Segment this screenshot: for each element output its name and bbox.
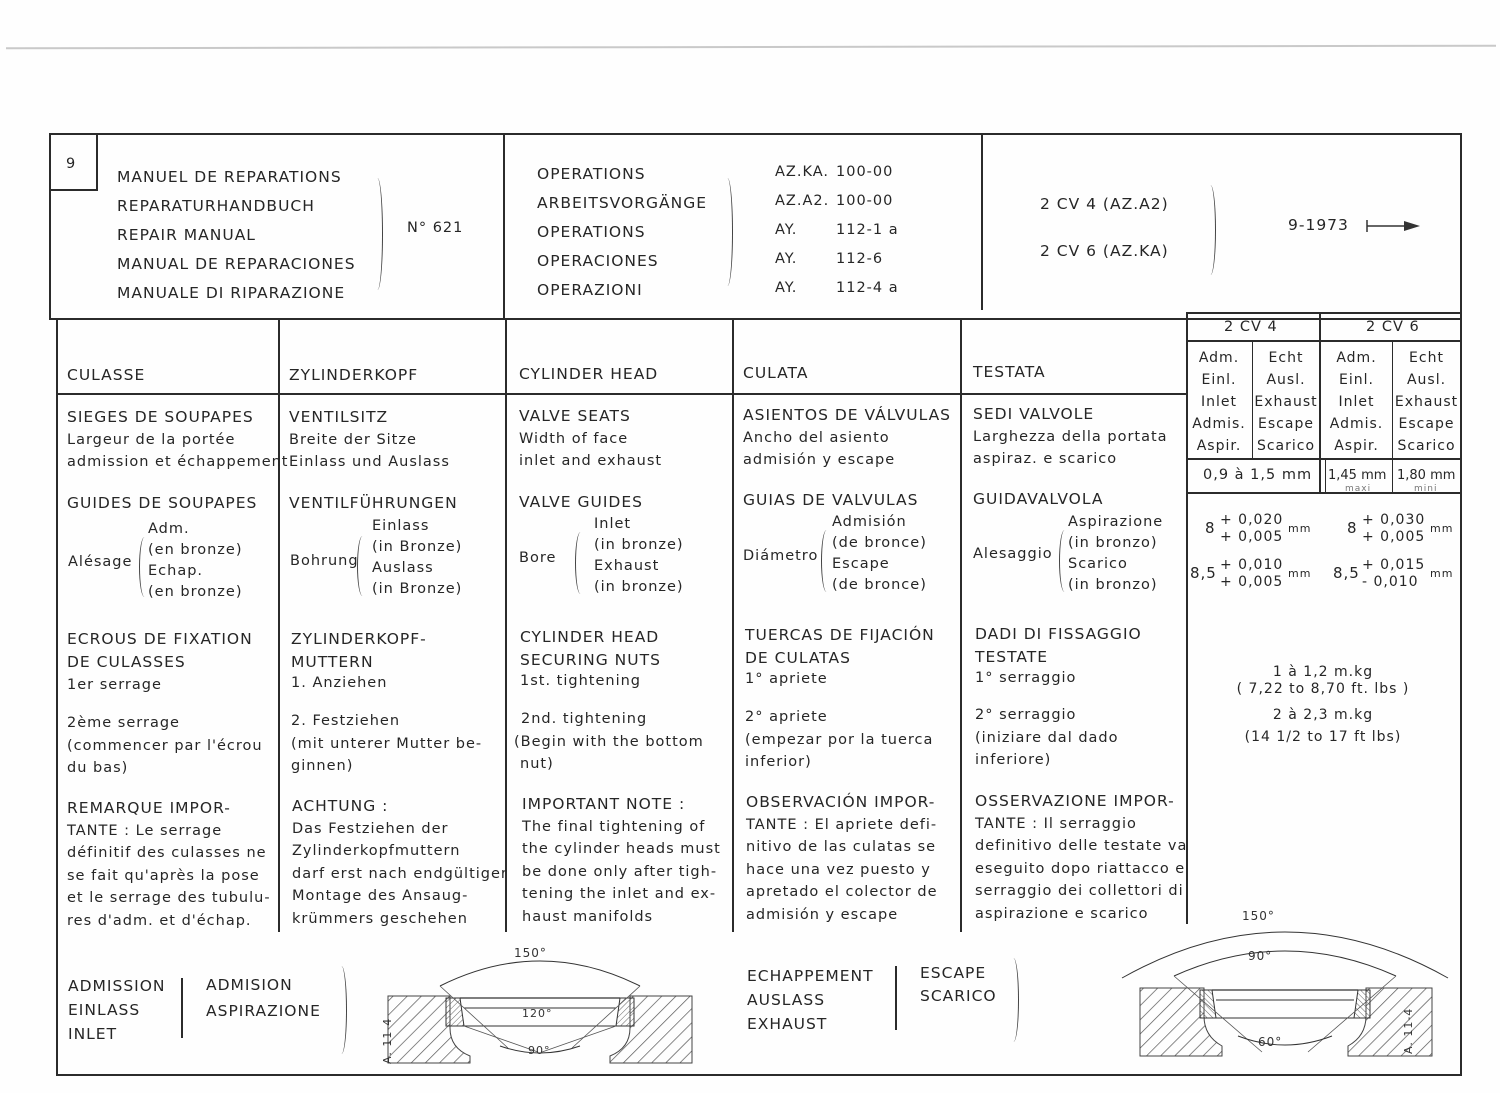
guides-title-fr: GUIDES DE SOUPAPES — [67, 494, 258, 512]
guides-item-en-1: Inlet — [594, 516, 632, 532]
seats-es — [743, 404, 951, 472]
seats-line-fr-2: admission et échappement — [67, 454, 289, 470]
adm-en: Inlet — [1338, 394, 1375, 410]
guide-2cv6-adm-unit: mm — [1430, 522, 1454, 535]
tol-upper: + 0,020 — [1220, 512, 1284, 528]
seats-it — [973, 403, 1168, 471]
guides-label-de: Bohrung — [290, 553, 359, 569]
note-en-5: tening the inlet and ex- — [522, 886, 717, 902]
operation-code-prefixes — [775, 158, 829, 303]
seats-title-it: SEDI VALVOLE — [973, 405, 1095, 423]
exhaust-diagram-ref: A. 11-4 — [1402, 1007, 1415, 1054]
spec-divider-c — [1392, 460, 1393, 492]
nuts-second-it-1: 2° serraggio — [975, 707, 1077, 723]
guides-label-it: Alesaggio — [973, 546, 1053, 562]
inlet-label-divider — [181, 978, 183, 1038]
guides-item-en-2: (in bronze) — [594, 537, 684, 553]
nuts-second-es-2: (empezar por la tuerca — [745, 731, 934, 748]
nuts-title-es-2: DE CULATAS — [745, 648, 851, 667]
inlet-labels-a — [68, 974, 166, 1046]
note-es-5: apretado el colector de — [746, 884, 938, 900]
inlet-label-es: ADMISION — [206, 976, 293, 994]
frame-bottom — [56, 1074, 1462, 1076]
note-it-5: serraggio dei collettori di — [975, 883, 1184, 899]
exhaust-label-divider — [895, 966, 897, 1030]
column-header-fr: CULASSE — [67, 366, 146, 384]
guides-items-it — [1068, 512, 1163, 596]
column-divider-3 — [732, 320, 734, 932]
nuts-spec-second — [1188, 704, 1458, 748]
nuts-title-it — [975, 623, 1142, 668]
guides-item-de-2: (in Bronze) — [372, 539, 463, 555]
page-edge-line — [6, 45, 1496, 50]
nuts-second-en — [514, 708, 704, 776]
note-fr-5: et le serrage des tubulu- — [67, 890, 271, 906]
ech-fr: Echt — [1268, 350, 1304, 366]
inlet-label-de: EINLASS — [68, 1001, 141, 1019]
nuts-second-fr-2: (commencer par l'écrou — [67, 737, 263, 754]
spec-ech-label-2cv4 — [1253, 347, 1319, 457]
column-header-de: ZYLINDERKOPF — [289, 366, 419, 384]
exhaust-label-it: SCARICO — [920, 987, 997, 1005]
exhaust-outer-angle: 150° — [1242, 909, 1275, 923]
note-fr-4: se fait qu'après la pose — [67, 867, 260, 884]
model-brace — [1205, 185, 1216, 275]
nuts-title-fr-1: ECROUS DE FIXATION — [67, 630, 253, 648]
frame-left — [56, 320, 58, 1076]
ech-it: Scarico — [1397, 438, 1456, 454]
column-header-it: TESTATA — [973, 363, 1046, 381]
spec-model-2cv4: 2 CV 4 — [1224, 319, 1278, 335]
guides-item-de-3: Auslass — [372, 560, 434, 576]
op-code-3: 112-1 a — [836, 222, 899, 238]
inlet-bottom-angle: 90° — [528, 1044, 551, 1057]
exhaust-inner-angle: 90° — [1248, 949, 1273, 963]
seats-spec-2cv6-adm: 1,45 mm — [1328, 468, 1387, 483]
seats-line-es-2: admisión y escape — [743, 452, 896, 468]
nuts-second-fr — [67, 712, 263, 780]
note-de-4: darf erst nach endgültiger — [292, 865, 508, 882]
seats-line-fr-1: Largeur de la portée — [67, 431, 236, 448]
inlet-inner-angle: 120° — [522, 1007, 553, 1020]
header-divider-1 — [503, 133, 505, 320]
seats-spec-2cv6-ech-note: mini — [1414, 484, 1438, 494]
inlet-label-en: INLET — [68, 1025, 118, 1043]
seats-line-it-2: aspiraz. e scarico — [973, 451, 1118, 467]
nuts-title-de-1: ZYLINDERKOPF- — [291, 630, 427, 648]
operation-brace — [722, 178, 733, 286]
adm-es: Admis. — [1192, 416, 1246, 432]
seats-en — [519, 405, 662, 473]
note-es-3: nitivo de las culatas se — [746, 839, 937, 855]
nuts-spec-first-1: 1 à 1,2 m.kg — [1272, 664, 1374, 680]
nuts-spec-second-2: (14 1/2 to 17 ft lbs) — [1244, 729, 1402, 745]
nuts-second-en-2: (Begin with the bottom — [514, 733, 704, 750]
guide-2cv4-ech-base: 8,5 — [1190, 564, 1217, 582]
guides-item-fr-4: (en bronze) — [148, 584, 243, 600]
note-fr-1: REMARQUE IMPOR- — [67, 799, 231, 817]
nuts-first-es: 1° apriete — [745, 671, 828, 687]
note-en-6: haust manifolds — [522, 908, 654, 925]
seats-spec-2cv4: 0,9 à 1,5 mm — [1203, 467, 1313, 483]
tol-lower: + 0,005 — [1220, 529, 1284, 545]
nuts-second-it — [975, 704, 1119, 772]
manual-title-fr: MANUEL DE REPARATIONS — [117, 168, 342, 186]
exhaust-labels-b — [920, 962, 997, 1008]
nuts-second-fr-1: 2ème serrage — [67, 715, 180, 731]
column-header-line — [56, 393, 1186, 395]
guides-item-fr-2: (en bronze) — [148, 542, 243, 558]
note-es-6: admisión y escape — [746, 906, 899, 923]
column-header-en: CYLINDER HEAD — [519, 365, 659, 383]
note-fr — [67, 797, 271, 932]
exhaust-label-es: ESCAPE — [920, 964, 987, 982]
inlet-brace — [336, 966, 347, 1054]
model-2cv4: 2 CV 4 (AZ.A2) — [1040, 195, 1169, 213]
ech-de: Ausl. — [1266, 372, 1306, 388]
nuts-second-de — [291, 710, 482, 778]
inlet-label-it: ASPIRAZIONE — [206, 1002, 321, 1020]
note-it-6: aspirazione e scarico — [975, 905, 1149, 922]
spec-ech-label-2cv6 — [1393, 347, 1460, 457]
operation-titles — [537, 160, 707, 305]
tol-upper: + 0,030 — [1362, 512, 1426, 528]
guides-brace-en — [575, 532, 586, 594]
op-prefix-1: AZ.KA. — [775, 164, 829, 180]
note-de-5: Montage des Ansaug- — [292, 888, 469, 904]
tol-upper: + 0,015 — [1362, 557, 1426, 573]
spec-header-bottom-line — [1186, 458, 1462, 460]
guides-item-it-1: Aspirazione — [1068, 514, 1164, 530]
ech-en: Exhaust — [1394, 394, 1459, 410]
guides-item-es-2: (de bronce) — [832, 535, 927, 551]
page-number: 9 — [66, 156, 77, 172]
note-es-4: hace una vez puesto y — [746, 861, 931, 878]
guide-2cv6-adm-base: 8 — [1347, 519, 1358, 537]
nuts-second-fr-3: du bas) — [67, 760, 129, 776]
note-en-4: be done only after tigh- — [522, 863, 718, 880]
adm-en: Inlet — [1201, 394, 1237, 410]
note-fr-6: res d'adm. et d'échap. — [67, 912, 252, 929]
nuts-title-es-1: TUERCAS DE FIJACIÓN — [745, 626, 935, 644]
spec-adm-label-2cv6 — [1321, 347, 1392, 457]
ech-de: Ausl. — [1406, 372, 1447, 388]
nuts-second-de-1: 2. Festziehen — [291, 713, 401, 729]
seats-spec-2cv6-ech: 1,80 mm — [1397, 468, 1456, 483]
seats-title-fr: SIEGES DE SOUPAPES — [67, 408, 254, 426]
manual-title-es: MANUAL DE REPARACIONES — [117, 255, 356, 273]
nuts-spec-first-2: ( 7,22 to 8,70 ft. lbs ) — [1236, 681, 1410, 697]
nuts-title-en — [520, 626, 661, 671]
seats-line-es-1: Ancho del asiento — [743, 429, 890, 446]
nuts-second-es-1: 2° apriete — [745, 709, 828, 725]
note-fr-3: définitif des culasses ne — [67, 845, 267, 861]
guides-item-fr-3: Echap. — [148, 563, 204, 579]
exhaust-bottom-angle: 60° — [1258, 1035, 1283, 1049]
guides-item-de-4: (in Bronze) — [372, 581, 463, 597]
spec-top-line — [1186, 312, 1462, 314]
column-divider-4 — [960, 320, 962, 932]
note-en-2: The final tightening of — [522, 818, 706, 835]
adm-de: Einl. — [1339, 372, 1374, 388]
nuts-title-de-2: MUTTERN — [291, 652, 374, 671]
adm-it: Aspir. — [1196, 438, 1242, 454]
seats-title-en: VALVE SEATS — [519, 407, 631, 425]
guide-2cv4-adm-tol — [1220, 512, 1283, 546]
seats-line-it-1: Larghezza della portata — [973, 428, 1168, 445]
nuts-spec-second-1: 2 à 2,3 m.kg — [1272, 707, 1374, 723]
operation-title-de: ARBEITSVORGÄNGE — [537, 194, 707, 212]
ech-it: Scarico — [1256, 438, 1316, 454]
note-it-4: eseguito dopo riattacco e — [975, 860, 1186, 877]
guides-label-es: Diámetro — [743, 548, 819, 564]
nuts-title-de — [291, 628, 427, 673]
note-en-3: the cylinder heads must — [522, 841, 721, 857]
note-es-2: TANTE : El apriete defi- — [746, 816, 938, 833]
guides-label-fr: Alésage — [68, 554, 133, 570]
adm-es: Admis. — [1329, 416, 1384, 432]
guide-2cv6-ech-base: 8,5 — [1333, 564, 1360, 582]
column-header-es: CULATA — [743, 364, 809, 382]
adm-fr: Adm. — [1198, 350, 1240, 366]
seats-line-en-2: inlet and exhaust — [519, 453, 663, 469]
nuts-second-de-3: ginnen) — [291, 758, 354, 774]
note-de-1: ACHTUNG : — [292, 797, 389, 815]
op-code-5: 112-4 a — [836, 280, 899, 296]
note-es — [746, 791, 938, 926]
manual-title-it: MANUALE DI RIPARAZIONE — [117, 284, 346, 302]
adm-fr: Adm. — [1336, 350, 1377, 366]
manual-title-de: REPARATURHANDBUCH — [117, 197, 315, 215]
header-divider-2 — [981, 133, 983, 310]
op-prefix-2: AZ.A2. — [775, 193, 830, 209]
guides-item-es-3: Escape — [832, 556, 890, 572]
nuts-second-it-2: (iniziare dal dado — [975, 729, 1119, 746]
nuts-second-en-1: 2nd. tightening — [521, 711, 648, 727]
guides-items-en — [594, 514, 684, 598]
op-code-2: 100-00 — [836, 193, 894, 209]
guides-item-it-4: (in bronzo) — [1068, 577, 1158, 593]
guides-brace-de — [357, 536, 368, 596]
nuts-title-es — [745, 624, 935, 669]
manual-brace — [372, 178, 383, 290]
guides-items-fr — [148, 519, 242, 603]
nuts-second-es-3: inferior) — [745, 754, 812, 770]
tol-upper: + 0,010 — [1220, 557, 1284, 573]
guide-2cv6-adm-tol — [1362, 512, 1425, 546]
guides-item-en-3: Exhaust — [594, 558, 660, 574]
guides-label-en: Bore — [519, 550, 557, 566]
manual-number: N° 621 — [407, 220, 464, 236]
nuts-first-it: 1° serraggio — [975, 670, 1077, 686]
seats-title-de: VENTILSITZ — [289, 408, 389, 426]
guides-items-de — [372, 516, 462, 600]
ech-es: Escape — [1398, 416, 1455, 432]
operation-title-fr: OPERATIONS — [537, 165, 646, 183]
seats-title-es: ASIENTOS DE VÁLVULAS — [743, 406, 952, 424]
model-2cv6: 2 CV 6 (AZ.KA) — [1040, 242, 1169, 260]
nuts-title-it-1: DADI DI FISSAGGIO — [975, 625, 1142, 643]
tol-lower: + 0,005 — [1220, 574, 1284, 590]
guides-items-es — [832, 512, 927, 596]
tol-lower: + 0,005 — [1362, 529, 1426, 545]
frame-top — [49, 133, 1462, 135]
exhaust-brace — [1008, 958, 1019, 1042]
nuts-title-en-2: SECURING NUTS — [520, 650, 661, 669]
operation-codes — [836, 158, 899, 303]
op-prefix-5: AY. — [775, 280, 798, 296]
guide-2cv4-adm-unit: mm — [1288, 522, 1312, 535]
arrow-right-icon — [1366, 218, 1422, 234]
spec-model-2cv6: 2 CV 6 — [1366, 319, 1420, 335]
seats-fr — [67, 406, 289, 474]
guides-item-es-1: Admisión — [832, 514, 907, 530]
inlet-diagram-ref: A. 11-4 — [381, 1017, 394, 1064]
tol-lower: - 0,010 — [1362, 574, 1419, 590]
nuts-first-de: 1. Anziehen — [291, 675, 388, 691]
nuts-title-it-2: TESTATE — [975, 647, 1049, 666]
note-it-3: definitivo delle testate va — [975, 838, 1188, 854]
guides-brace-es — [821, 530, 832, 592]
nuts-spec-first — [1188, 664, 1458, 698]
seats-de — [289, 406, 450, 474]
spec-model-line — [1186, 340, 1462, 342]
note-de-2: Das Festziehen der — [292, 820, 449, 837]
guides-item-it-3: Scarico — [1068, 556, 1128, 572]
nuts-first-en: 1st. tightening — [520, 673, 642, 689]
exhaust-seat-diagram — [1112, 906, 1460, 1066]
exhaust-label-en: EXHAUST — [747, 1015, 828, 1033]
note-de-3: Zylinderkopfmuttern — [292, 843, 461, 859]
guide-2cv4-ech-unit: mm — [1288, 567, 1312, 580]
nuts-title-en-1: CYLINDER HEAD — [520, 628, 660, 646]
note-it-2: TANTE : Il serraggio — [975, 815, 1137, 832]
spec-adm-label-2cv4 — [1186, 347, 1252, 457]
manual-title-en: REPAIR MANUAL — [117, 226, 256, 244]
nuts-second-it-3: inferiore) — [975, 752, 1052, 768]
note-it-1: OSSERVAZIONE IMPOR- — [975, 792, 1175, 810]
guides-item-fr-1: Adm. — [148, 521, 190, 537]
guide-2cv6-ech-tol — [1362, 557, 1425, 591]
nuts-first-fr: 1er serrage — [67, 677, 162, 693]
inlet-seat-diagram — [380, 938, 700, 1070]
exhaust-labels-a — [747, 964, 874, 1036]
guides-item-en-4: (in bronze) — [594, 579, 684, 595]
op-prefix-3: AY. — [775, 222, 798, 238]
adm-de: Einl. — [1201, 372, 1237, 388]
seats-spec-2cv6-adm-note: maxi — [1345, 484, 1372, 494]
guides-item-de-1: Einlass — [372, 518, 430, 534]
adm-it: Aspir. — [1334, 438, 1379, 454]
op-code-1: 100-00 — [836, 164, 894, 180]
inlet-label-fr: ADMISSION — [68, 977, 166, 995]
ech-es: Escape — [1258, 416, 1314, 432]
nuts-title-fr — [67, 628, 253, 673]
guides-title-en: VALVE GUIDES — [519, 493, 643, 511]
guide-2cv6-ech-unit: mm — [1430, 567, 1454, 580]
op-code-4: 112-6 — [836, 251, 884, 267]
nuts-second-es — [745, 706, 933, 774]
nuts-title-fr-2: DE CULASSES — [67, 652, 186, 671]
seats-line-de-1: Breite der Sitze — [289, 431, 417, 448]
seats-line-de-2: Einlass und Auslass — [289, 454, 450, 470]
guides-item-it-2: (in bronzo) — [1068, 535, 1158, 551]
operation-title-es: OPERACIONES — [537, 252, 659, 270]
spec-divider-d — [1325, 460, 1326, 492]
note-de-6: krümmers geschehen — [292, 910, 468, 927]
operation-title-it: OPERAZIONI — [537, 281, 643, 299]
exhaust-label-fr: ECHAPPEMENT — [747, 967, 874, 985]
guide-2cv4-ech-tol — [1220, 557, 1283, 591]
guide-2cv4-adm-base: 8 — [1205, 519, 1216, 537]
operation-title-en: OPERATIONS — [537, 223, 646, 241]
frame-right — [1460, 133, 1462, 1076]
inlet-outer-angle: 150° — [514, 946, 547, 960]
date: 9-1973 — [1288, 216, 1349, 234]
seats-line-en-1: Width of face — [519, 430, 629, 447]
note-it — [975, 790, 1187, 925]
guides-title-es: GUIAS DE VALVULAS — [743, 491, 919, 509]
note-en — [522, 793, 721, 928]
note-es-1: OBSERVACIÓN IMPOR- — [746, 793, 936, 811]
guides-title-de: VENTILFÜHRUNGEN — [289, 494, 458, 512]
exhaust-label-de: AUSLASS — [747, 991, 826, 1009]
manual-titles — [117, 163, 356, 308]
ech-fr: Echt — [1409, 350, 1444, 366]
note-de — [292, 795, 508, 930]
inlet-labels-b — [206, 972, 321, 1024]
nuts-second-de-2: (mit unterer Mutter be- — [291, 735, 483, 752]
note-fr-2: TANTE : Le serrage — [67, 822, 223, 839]
op-prefix-4: AY. — [775, 251, 798, 267]
nuts-second-en-3: nut) — [520, 756, 554, 772]
guides-title-it: GUIDAVALVOLA — [973, 490, 1104, 508]
guides-item-es-4: (de bronce) — [832, 577, 927, 593]
ech-en: Exhaust — [1254, 394, 1318, 410]
note-en-1: IMPORTANT NOTE : — [522, 795, 686, 813]
